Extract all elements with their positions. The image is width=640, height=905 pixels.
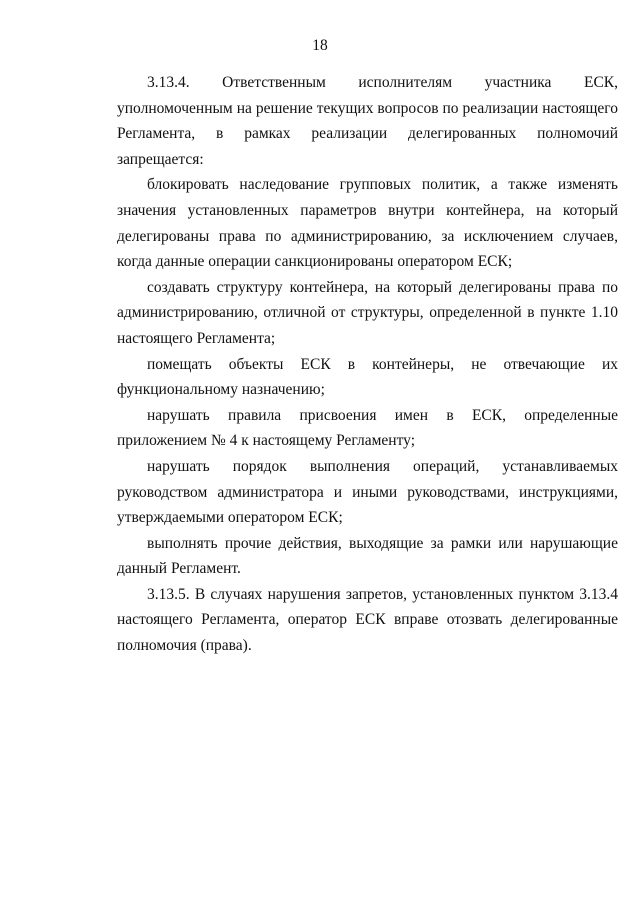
list-item-block-inheritance: блокировать наследование групповых политик, а также изменять значения установленных параметров внутри контейнера, на который делегированы права по администрированию, за исключением случаев, когда данные операции санкционированы оператором ЕСК; [117,176,618,271]
list-item-place-objects: помещать объекты ЕСК в контейнеры, не отвечающие их функциональному назначению; [117,355,618,399]
page-number: 18 [312,37,328,54]
paragraph-3-13-4: 3.13.4. Ответственным исполнителям участника ЕСК, уполномоченным на решение текущих вопросов по реализации настоящего Регламента, в рамках реализации делегированных полномочий запрещается: [117,74,618,168]
list-item-container-structure: создавать структуру контейнера, на который делегированы права по администрированию, отличной от структуры, определенной в пункте 1.10 настоящего Регламента; [117,278,618,347]
list-item-naming-rules: нарушать правила присвоения имен в ЕСК, определенные приложением № 4 к настоящему Регламенту; [117,406,618,450]
list-item-other-actions: выполнять прочие действия, выходящие за рамки или нарушающие данный Регламент. [117,534,618,578]
document-body [117,70,618,659]
paragraph-3-13-5: 3.13.5. В случаях нарушения запретов, установленных пунктом 3.13.4 настоящего Регламента, оператор ЕСК вправе отозвать делегированные полномочия (права). [117,585,618,655]
list-item-operation-order: нарушать порядок выполнения операций, устанавливаемых руководством администратора и иными руководствами, инструкциями, утверждаемыми оператором ЕСК; [117,457,618,527]
